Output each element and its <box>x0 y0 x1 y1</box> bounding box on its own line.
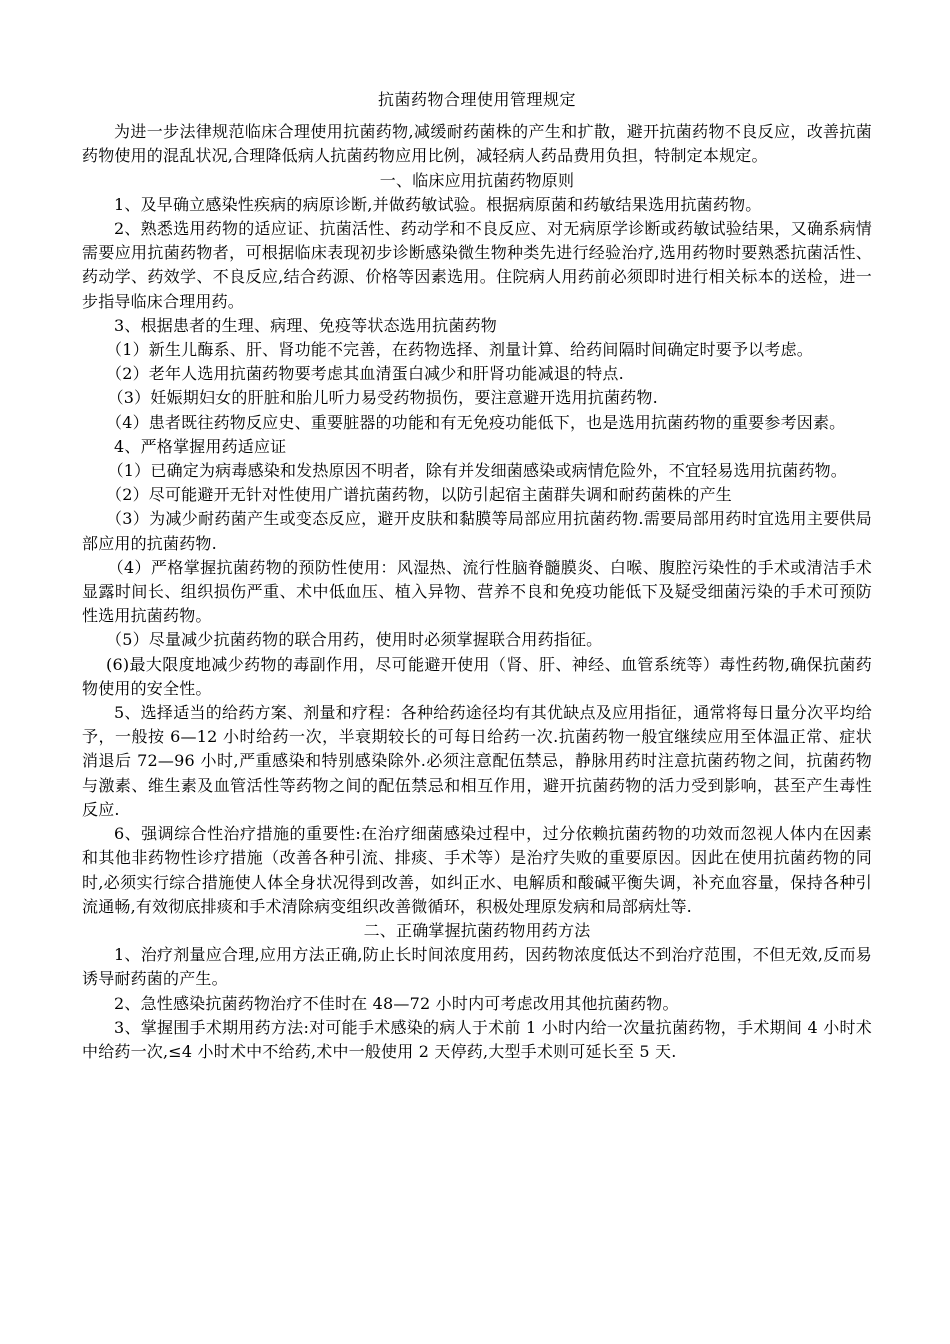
paragraph-1-4-2: （2）尽可能避开无针对性使用广谱抗菌药物，以防引起宿主菌群失调和耐药菌株的产生 <box>106 485 732 505</box>
paragraph-1-4-4: （4）严格掌握抗菌药物的预防性使用：风湿热、流行性脑脊髓膜炎、白喉、腹腔污染性的手术或清洁手术显露时间长、组织损伤严重、术中低血压、植入异物、营养不良和免疫功能低下及疑受细菌污染的手术可预防性选用抗菌药物。 <box>82 557 872 626</box>
paragraph-1-1: 1、及早确立感染性疾病的病原诊断,并做药敏试验。根据病原菌和药敏结果选用抗菌药物。 <box>114 194 762 214</box>
section-heading-1: 一、临床应用抗菌药物原则 <box>379 170 575 190</box>
document-page <box>82 88 872 1064</box>
intro-paragraph: 为进一步法律规范临床合理使用抗菌药物,减缓耐药菌株的产生和扩散，避开抗菌药物不良反应，改善抗菌药物使用的混乱状况,合理降低病人抗菌药物应用比例，减轻病人药品费用负担，特制定本规定。 <box>82 122 872 166</box>
paragraph-1-6: 6、强调综合性治疗措施的重要性:在治疗细菌感染过程中，过分依赖抗菌药物的功效而忽视人体内在因素和其他非药物性诊疗措施（改善各种引流、排痰、手术等）是治疗失败的重要原因。因此在使用抗菌药物的同时,必须实行综合措施使人体全身状况得到改善，如纠正水、电解质和酸碱平衡失调，补充血容量，保持各种引流通畅,有效彻底排痰和手术清除病变组织改善微循环，积极处理原发病和局部病灶等. <box>82 824 872 916</box>
paragraph-1-4-6: (6)最大限度地减少药物的毒副作用，尽可能避开使用（肾、肝、神经、血管系统等）毒性药物,确保抗菌药物使用的安全性。 <box>82 654 872 698</box>
paragraph-1-3-1: （1）新生儿酶系、肝、肾功能不完善，在药物选择、剂量计算、给药间隔时间确定时要予以考虑。 <box>106 340 813 360</box>
paragraph-1-2: 2、熟悉选用药物的适应证、抗菌活性、药动学和不良反应、对无病原学诊断或药敏试验结果，又确系病情需要应用抗菌药物者，可根据临床表现初步诊断感染微生物种类先进行经验治疗,选用药物时要熟悉抗菌活性、药动学、药效学、不良反应,结合药源、价格等因素选用。住院病人用药前必须即时进行相关标本的送检，进一步指导临床合理用药。 <box>82 219 872 311</box>
section-heading-2: 二、正确掌握抗菌药物用药方法 <box>363 920 591 940</box>
paragraph-1-4-1: （1）已确定为病毒感染和发热原因不明者，除有并发细菌感染或病情危险外，不宜轻易选用抗菌药物。 <box>107 461 847 481</box>
paragraph-1-4: 4、严格掌握用药适应证 <box>114 436 287 456</box>
document-title: 抗菌药物合理使用管理规定 <box>377 90 576 109</box>
paragraph-1-3-3: （3）妊娠期妇女的肝脏和胎儿听力易受药物损伤，要注意避开选用抗菌药物. <box>107 388 658 408</box>
paragraph-2-3: 3、掌握围手术期用药方法:对可能手术感染的病人于术前 1 小时内给一次量抗菌药物，手术期间 4 小时术中给药一次,≤4 小时术中不给药,术中一般使用 2 天停药,大型手术则可延长至 5 天. <box>82 1017 872 1061</box>
paragraph-1-3-2: （2）老年人选用抗菌药物要考虑其血清蛋白减少和肝肾功能减退的特点. <box>106 364 624 384</box>
paragraph-2-2: 2、急性感染抗菌药物治疗不佳时在 48—72 小时内可考虑改用其他抗菌药物。 <box>114 993 679 1013</box>
paragraph-1-4-5: （5）尽量减少抗菌药物的联合用药，使用时必须掌握联合用药指征。 <box>106 630 603 650</box>
paragraph-1-5: 5、选择适当的给药方案、剂量和疗程：各种给药途径均有其优缺点及应用指征，通常将每日量分次平均给予，一般按 6—12 小时给药一次，半衰期较长的可每日给药一次.抗菌药物一般宜继续应用至体温正常、症状消退后 72—96 小时,严重感染和特别感染除外.必须注意配伍禁忌，静脉用药时注意抗菌药物之间，抗菌药物与激素、维生素及血管活性等药物之间的配伍禁忌和相互作用，避开抗菌药物的活力受到影响，甚至产生毒性反应. <box>82 703 872 819</box>
paragraph-1-3-4: （4）患者既往药物反应史、重要脏器的功能和有无免疫功能低下，也是选用抗菌药物的重要参考因素。 <box>106 412 846 432</box>
paragraph-1-4-3: （3）为减少耐药菌产生或变态反应，避开皮肤和黏膜等局部应用抗菌药物.需要局部用药时宜选用主要供局部应用的抗菌药物. <box>82 509 872 553</box>
paragraph-2-1: 1、治疗剂量应合理,应用方法正确,防止长时间浓度用药，因药物浓度低达不到治疗范围，不但无效,反而易诱导耐药菌的产生。 <box>82 945 872 989</box>
paragraph-1-3: 3、根据患者的生理、病理、免疫等状态选用抗菌药物 <box>114 315 497 335</box>
